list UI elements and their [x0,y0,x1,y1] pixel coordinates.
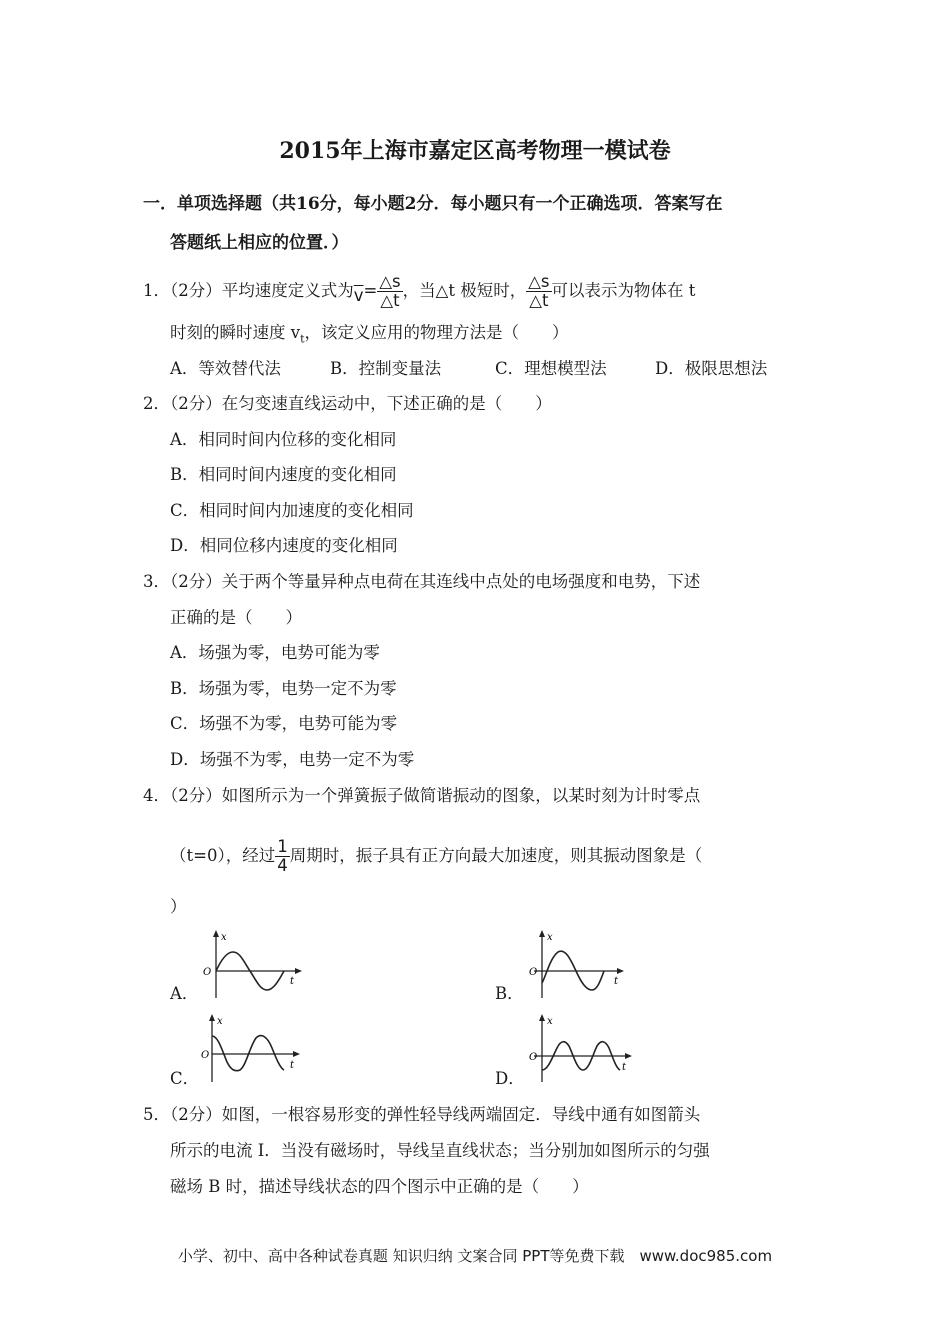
question-4-line1: 4．（2分）如图所示为一个弹簧振子做简谐振动的图象，以某时刻为计时零点 [143,786,701,805]
q4-option-d-label[interactable]: D． [495,1069,525,1088]
page-footer: 小学、初中、高中各种试卷真题 知识归纳 文案合同 PPT等免费下载 www.doc985.com [177,1247,773,1265]
question-4-line2: （t=0），经过 $\frac{1}{4}$ 周期时，振子具有正方向最大加速度，则其振动图象是（ [170,837,703,875]
question-4-line3: ） [170,897,187,916]
equals-sign: = [363,281,378,300]
question-5-line3: 磁场 B 时，描述导线状态的四个图示中正确的是（ ） [170,1177,589,1196]
q1-option-a[interactable]: A．等效替代法 [170,359,281,378]
x-axis-label: x [217,1016,223,1027]
graph-a[interactable] [198,928,308,1000]
graph-c[interactable] [198,1012,308,1084]
q4-option-a-label[interactable]: A． [170,984,199,1003]
question-text: （2分）平均速度定义式为 [170,281,354,300]
graph-b[interactable] [520,928,630,1000]
origin-label: O [529,967,538,978]
page-title: 2015年上海市嘉定区高考物理一模试卷 [279,138,671,164]
fraction-ds-dt-2: $\frac{\triangle s}{\triangle t}$ [528,272,550,310]
v-bar-symbol: $\overline{v}$ [353,286,364,305]
question-2: 2．（2分）在匀变速直线运动中，下述正确的是（ ） [143,394,552,413]
y-axis-arrow [539,930,545,937]
x-axis-label: x [547,1016,553,1027]
question-text: ，当△t 极短时， [402,281,527,300]
y-axis-arrow [213,930,219,937]
question-3-line2: 正确的是（ ） [170,608,302,627]
waveform [212,1036,284,1071]
origin-label: O [201,1050,210,1061]
t-axis-arrow [617,968,624,974]
t-axis-arrow [293,1051,300,1057]
fraction-ds-dt: $\frac{\triangle s}{\triangle t}$ [379,272,401,310]
q3-option-d[interactable]: D．场强不为零，电势一定不为零 [170,750,415,769]
fraction-one-quarter: $\frac{1}{4}$ [277,837,288,875]
q4-option-c-label[interactable]: C． [170,1069,200,1088]
q2-option-a[interactable]: A．相同时间内位移的变化相同 [170,430,397,449]
q3-option-b[interactable]: B．场强为零，电势一定不为零 [170,679,397,698]
question-3-line1: 3．（2分）关于两个等量异种点电荷在其连线中点处的电场强度和电势，下述 [143,572,701,591]
x-axis-label: x [221,932,227,943]
section-heading-line1: 一．单项选择题（共16分，每小题2分．每小题只有一个正确选项．答案写在 [143,194,723,214]
y-axis-arrow [209,1014,215,1021]
q3-option-c[interactable]: C．场强不为零，电势可能为零 [170,714,398,733]
graph-d[interactable] [520,1012,640,1084]
t-axis-label: t [622,1062,627,1073]
t-axis-arrow [625,1053,632,1059]
q1-option-d[interactable]: D．极限思想法 [655,359,768,378]
question-number: 1． [143,281,170,300]
y-axis-arrow [539,1014,545,1021]
t-axis-label: t [290,1060,295,1071]
question-5-line1: 5．（2分）如图，一根容易形变的弹性轻导线两端固定．导线中通有如图箭头 [143,1105,701,1124]
q1-option-c[interactable]: C．理想模型法 [495,359,607,378]
t-axis-arrow [295,968,302,974]
x-axis-label: x [547,932,553,943]
question-text: 可以表示为物体在 t [551,281,696,300]
question-1-line1 [143,273,695,310]
origin-label: O [529,1052,538,1063]
section-heading-line2: 答题纸上相应的位置．） [170,233,349,253]
q1-option-b[interactable]: B．控制变量法 [330,359,442,378]
q2-option-b[interactable]: B．相同时间内速度的变化相同 [170,465,397,484]
q4-option-b-label[interactable]: B． [495,984,524,1003]
question-5-line2: 所示的电流 I．当没有磁场时，导线呈直线状态；当分别加如图所示的匀强 [170,1141,710,1160]
t-axis-label: t [614,976,619,987]
q2-option-d[interactable]: D．相同位移内速度的变化相同 [170,536,398,555]
question-1-line2: 时刻的瞬时速度 $v_t$，该定义应用的物理方法是（ ） [170,323,569,346]
t-axis-label: t [290,976,295,987]
q3-option-a[interactable]: A．场强为零，电势可能为零 [170,643,380,662]
origin-label: O [203,967,212,978]
q2-option-c[interactable]: C．相同时间内加速度的变化相同 [170,501,414,520]
